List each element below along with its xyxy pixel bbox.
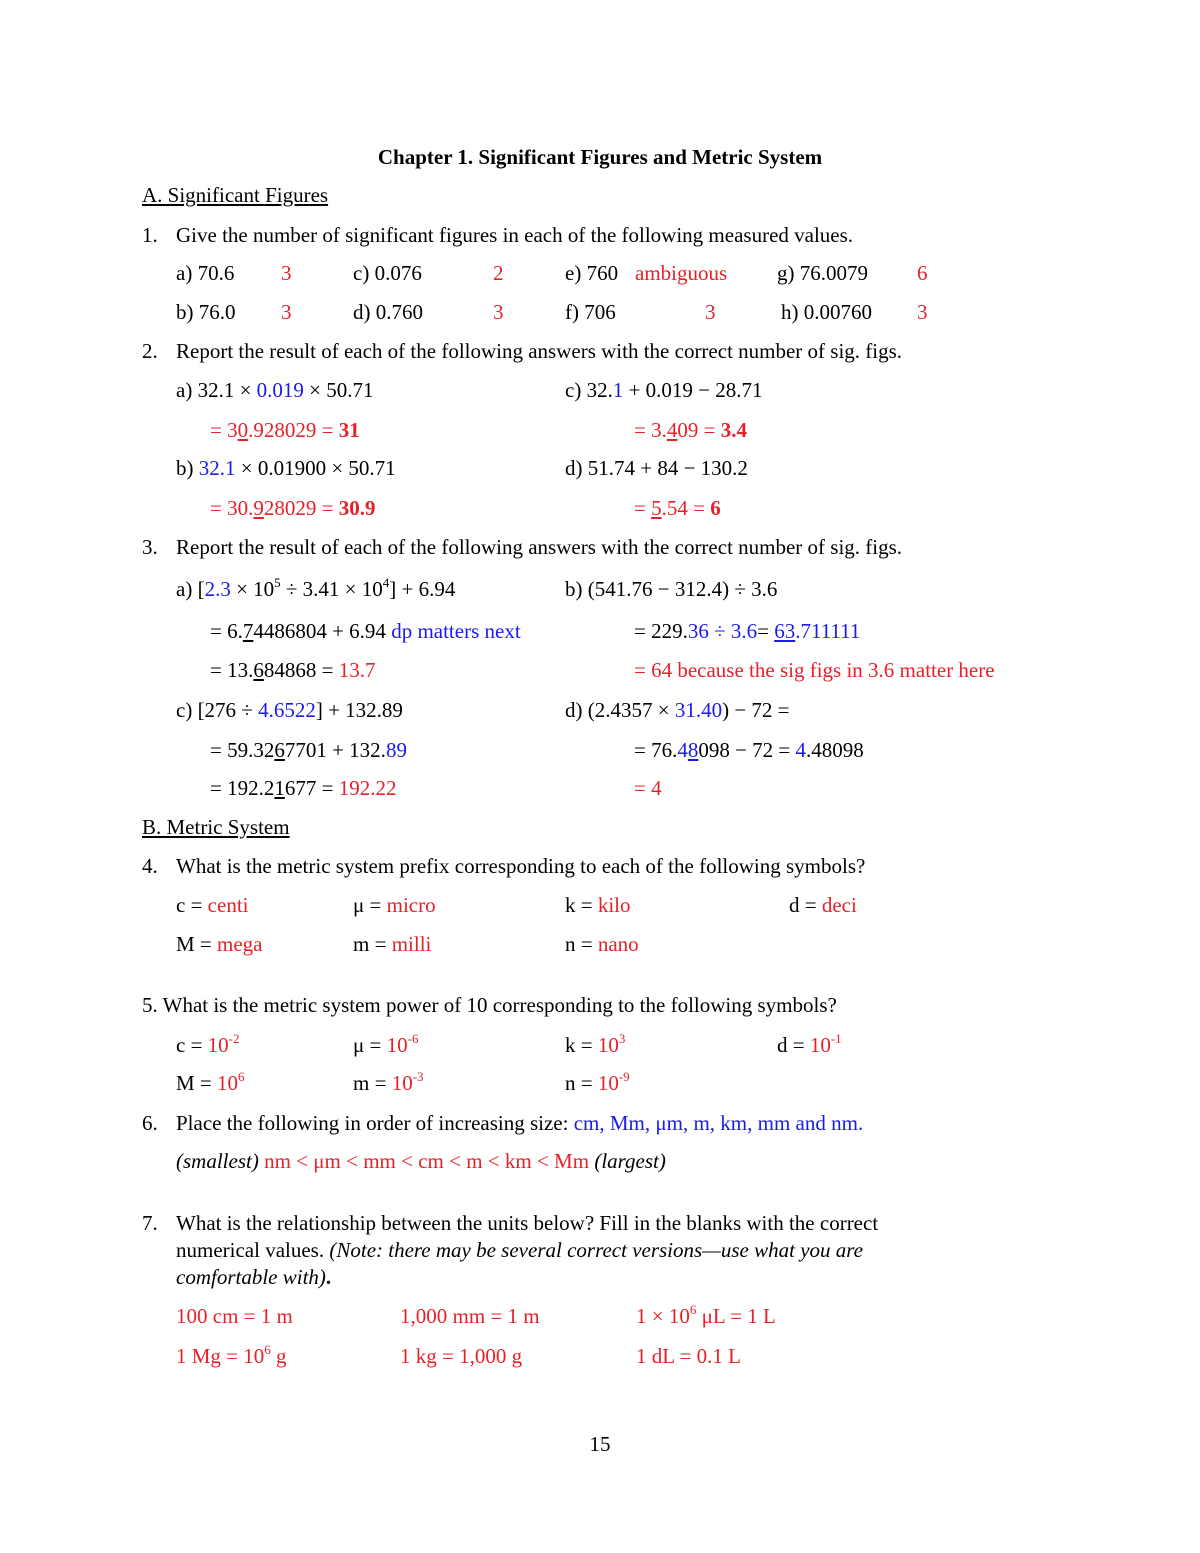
- page-number: 15: [589, 1432, 611, 1456]
- q3d-step-1: = 76.48098 − 72 = 4.48098: [634, 738, 864, 762]
- q5-item: $\mu = 10^{-6}$: [353, 1031, 419, 1057]
- q4-item: M = mega: [176, 932, 263, 956]
- q3b-step-2: = 64 because the sig figs in 3.6 matter here: [634, 658, 995, 682]
- q4-item: μ = micro: [353, 893, 436, 917]
- q1-item-answer: 3: [917, 300, 928, 324]
- q1-item-label: f) 706: [565, 300, 616, 324]
- q5-item: $M = 10^6$: [176, 1069, 245, 1095]
- q2b-expression: b) 32.1 × 0.01900 × 50.71: [176, 456, 396, 480]
- q4-item: d = deci: [789, 893, 857, 917]
- q1-item-label: d) 0.760: [353, 300, 423, 324]
- q2a-expression: a) 32.1 × 0.019 × 50.71: [176, 378, 374, 402]
- q4-item: m = milli: [353, 932, 432, 956]
- q1-item-answer: 2: [493, 261, 504, 285]
- q1-text: Give the number of significant figures in each of the following measured values.: [176, 223, 854, 247]
- q1-item-label: a) 70.6: [176, 261, 235, 285]
- q7-text-line-2: numerical values. (Note: there may be several correct versions—use what you are: [176, 1238, 863, 1262]
- q3-number: 3.: [142, 535, 158, 559]
- q2c-result: = 3.409 = 3.4: [634, 418, 747, 442]
- q4-item: c = centi: [176, 893, 249, 917]
- q3d-expression: d) (2.4357 × 31.40) − 72 =: [565, 698, 790, 722]
- q2-number: 2.: [142, 339, 158, 363]
- q2b-result: = 30.928029 = 30.9: [210, 496, 376, 520]
- q6-text: Place the following in order of increasing size: cm, Mm, μm, m, km, mm and nm.: [176, 1111, 864, 1135]
- q5-text: 5. What is the metric system power of 10 corresponding to the following symbols?: [142, 993, 837, 1017]
- q3a-expression: a) $[2.3 \times 10^5 \div 3.41 \times 10^4] + 6.94$: [176, 575, 456, 601]
- q5-item: $d = 10^{-1}$: [777, 1031, 842, 1057]
- q1-item-label: g) 76.0079: [777, 261, 868, 285]
- q1-item-label: h) 0.00760: [781, 300, 872, 324]
- q3c-step-1: = 59.3267701 + 132.89: [210, 738, 407, 762]
- q1-item-answer: 3: [281, 300, 292, 324]
- q7-relation: 1 dL = 0.1 L: [636, 1344, 741, 1368]
- q1-item-answer: 3: [705, 300, 716, 324]
- q4-item: k = kilo: [565, 893, 631, 917]
- q5-item: $k = 10^3$: [565, 1031, 626, 1057]
- q3c-step-2: = 192.21677 = 192.22: [210, 776, 397, 800]
- q4-text: What is the metric system prefix corresponding to each of the following symbols?: [176, 854, 866, 878]
- q3-text: Report the result of each of the following answers with the correct number of sig. figs.: [176, 535, 903, 559]
- q6-answer: (smallest) nm < μm < mm < cm < m < km < Mm (largest): [176, 1149, 666, 1173]
- q1-number: 1.: [142, 223, 158, 247]
- section-b-heading: B. Metric System: [142, 815, 290, 839]
- q1-item-answer: ambiguous: [635, 261, 728, 285]
- q1-item-label: b) 76.0: [176, 300, 236, 324]
- q3b-expression: b) (541.76 − 312.4) ÷ 3.6: [565, 577, 778, 601]
- q7-relation: 1 $Mg = 10^6$ g: [176, 1342, 287, 1368]
- q2a-result: = 30.928029 = 31: [210, 418, 360, 442]
- q1-item-answer: 6: [917, 261, 928, 285]
- q6-number: 6.: [142, 1111, 158, 1135]
- q5-item: $c = 10^{-2}$: [176, 1031, 240, 1057]
- q1-item-answer: 3: [281, 261, 292, 285]
- q1-item-answer: 3: [493, 300, 504, 324]
- page-title: Chapter 1. Significant Figures and Metric System: [377, 145, 823, 169]
- q3b-step-1: = 229.36 ÷ 3.6= 63.711111: [634, 619, 861, 643]
- q5-item: $n = 10^{-9}$: [565, 1069, 630, 1095]
- q7-text-line-3: comfortable with).: [176, 1265, 332, 1289]
- q7-relation: 1,000 mm = 1 m: [400, 1304, 540, 1328]
- q2d-result: = 5.54 = 6: [634, 496, 721, 520]
- q2c-expression: c) 32.1 + 0.019 − 28.71: [565, 378, 763, 402]
- q7-relation: 1 kg = 1,000 g: [400, 1344, 523, 1368]
- q7-number: 7.: [142, 1211, 158, 1235]
- q4-number: 4.: [142, 854, 158, 878]
- q3d-step-2: = 4: [634, 776, 662, 800]
- q3c-expression: c) [276 ÷ 4.6522] + 132.89: [176, 698, 403, 722]
- q2d-expression: d) 51.74 + 84 − 130.2: [565, 456, 748, 480]
- q1-item-label: e) 760: [565, 261, 619, 285]
- q1-item-label: c) 0.076: [353, 261, 422, 285]
- q7-relation: 100 cm = 1 m: [176, 1304, 293, 1328]
- section-a-heading: A. Significant Figures: [142, 183, 329, 207]
- q7-relation: $1 \times 10^6$ μL = 1 L: [636, 1302, 776, 1328]
- q2-text: Report the result of each of the following answers with the correct number of sig. figs.: [176, 339, 903, 363]
- q3a-step-2: = 13.684868 = 13.7: [210, 658, 376, 682]
- q3a-step-1: = 6.74486804 + 6.94 dp matters next: [210, 619, 521, 643]
- q5-item: $m = 10^{-3}$: [353, 1069, 424, 1095]
- q7-text-line-1: What is the relationship between the units below? Fill in the blanks with the correct: [176, 1211, 879, 1235]
- q4-item: n = nano: [565, 932, 639, 956]
